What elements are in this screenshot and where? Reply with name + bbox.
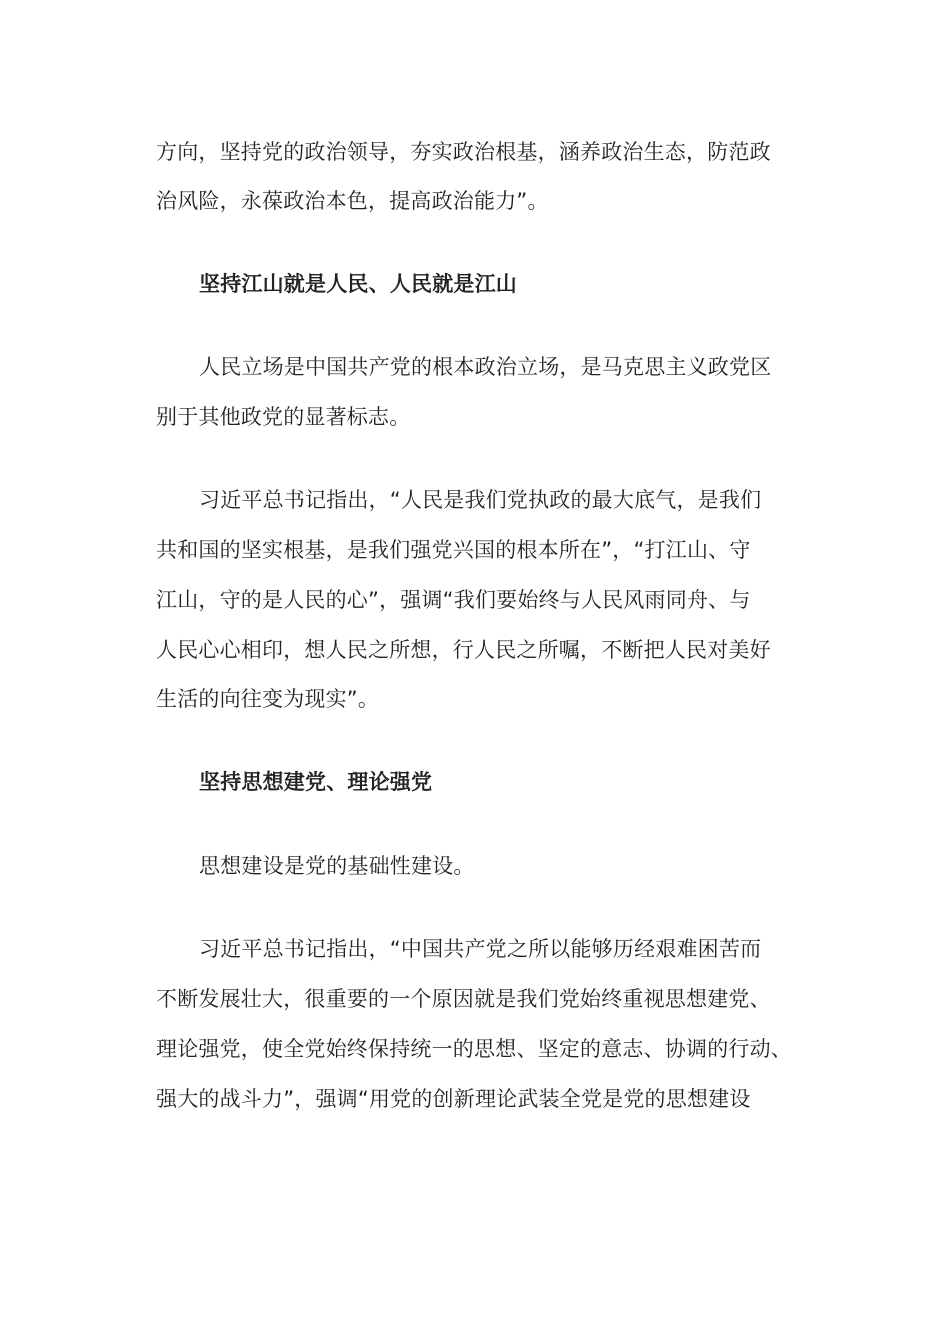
paragraph-line: 思想建设是党的基础性建设。 bbox=[199, 854, 475, 878]
section-heading: 坚持江山就是人民、人民就是江山 bbox=[199, 272, 517, 296]
paragraph-line: 人民心心相印，想人民之所想，行人民之所嘱，不断把人民对美好 bbox=[156, 638, 771, 662]
paragraph-line: 习近平总书记指出，“中国共产党之所以能够历经艰难困苦而 bbox=[199, 937, 762, 961]
paragraph-line: 别于其他政党的显著标志。 bbox=[156, 405, 411, 429]
section-heading: 坚持思想建党、理论强党 bbox=[199, 770, 433, 794]
paragraph-line: 强大的战斗力”，强调“用党的创新理论武装全党是党的思想建设 bbox=[156, 1087, 751, 1111]
paragraph-line: 治风险，永葆政治本色，提高政治能力”。 bbox=[156, 189, 549, 213]
paragraph-line: 共和国的坚实根基，是我们强党兴国的根本所在”，“打江山、守 bbox=[156, 538, 751, 562]
paragraph-line: 人民立场是中国共产党的根本政治立场，是马克思主义政党区 bbox=[199, 355, 772, 379]
paragraph-line: 习近平总书记指出，“人民是我们党执政的最大底气，是我们 bbox=[199, 488, 762, 512]
paragraph-line: 江山，守的是人民的心”，强调“我们要始终与人民风雨同舟、与 bbox=[156, 588, 751, 612]
paragraph-line: 生活的向往变为现实”。 bbox=[156, 687, 380, 711]
paragraph-line: 方向，坚持党的政治领导，夯实政治根基，涵养政治生态，防范政 bbox=[156, 140, 771, 164]
paragraph-line: 理论强党，使全党始终保持统一的思想、坚定的意志、协调的行动、 bbox=[156, 1037, 792, 1061]
paragraph-line: 不断发展壮大，很重要的一个原因就是我们党始终重视思想建党、 bbox=[156, 987, 771, 1011]
